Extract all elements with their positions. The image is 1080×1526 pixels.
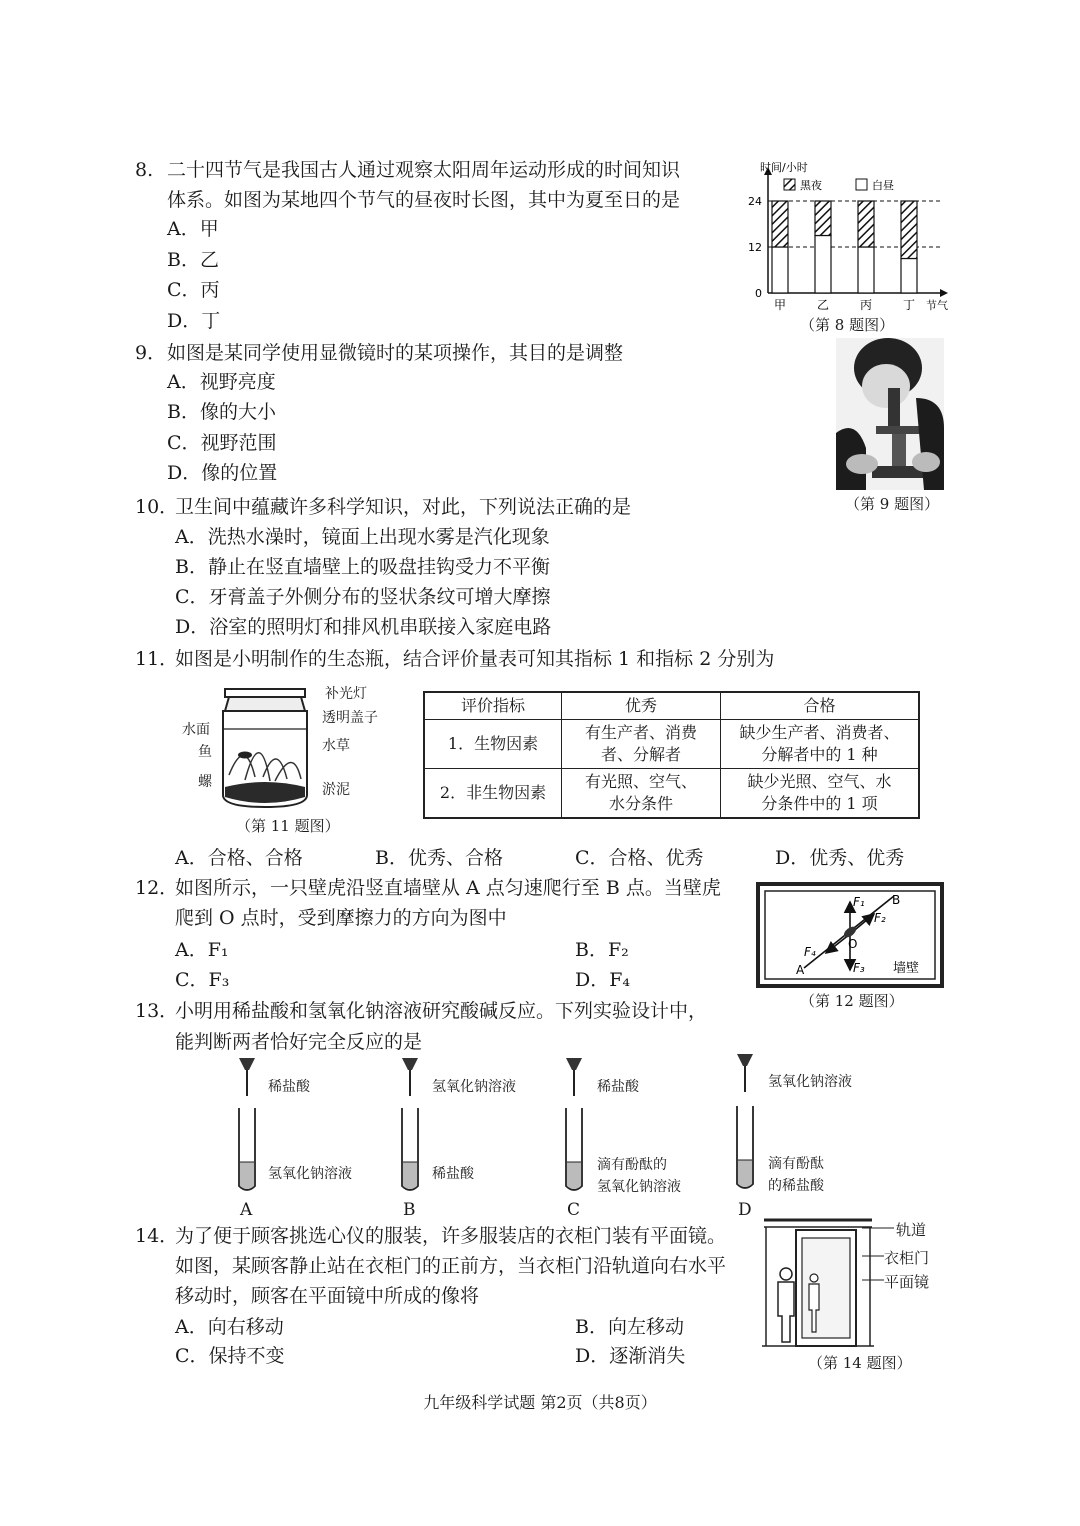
q13-setup-a-letter[interactable]: A xyxy=(240,1200,253,1220)
q13-setup-c-letter[interactable]: C xyxy=(567,1200,581,1220)
q11-label-grass: 水草 xyxy=(322,738,350,754)
q9-option-d[interactable]: D．像的位置 xyxy=(167,462,278,484)
x-tick-label: 丁 xyxy=(902,298,916,312)
q8-number: 8. xyxy=(135,159,154,181)
q10-option-b[interactable]: B．静止在竖直墙壁上的吸盘挂钩受力不平衡 xyxy=(175,556,550,578)
q13-setup-d-tube-label-2: 的稀盐酸 xyxy=(768,1178,824,1194)
q14-number: 14． xyxy=(135,1225,179,1247)
q11-label-lid: 透明盖子 xyxy=(322,710,378,726)
q13-stem-line2: 能判断两者恰好完全反应的是 xyxy=(175,1031,423,1053)
q12-option-d[interactable]: D．F₄ xyxy=(575,969,631,991)
table-row xyxy=(424,720,919,769)
q14-caption: （第 14 题图） xyxy=(808,1354,912,1372)
q14-label-rail: 轨道 xyxy=(896,1221,927,1239)
q9-option-b[interactable]: B．像的大小 xyxy=(167,401,276,423)
q11-label-water: 水面 xyxy=(182,722,210,738)
x-tick-label: 甲 xyxy=(773,298,787,312)
page-footer: 九年级科学试题 第2页（共8页） xyxy=(423,1393,657,1412)
q9-option-a[interactable]: A．视野亮度 xyxy=(167,371,276,393)
table-cell-index: 2．非生物因素 xyxy=(424,769,562,819)
cell-line: 者、分解者 xyxy=(600,745,681,764)
y-axis-label: 时间/小时 xyxy=(760,161,808,174)
label-f2: F₂ xyxy=(874,911,886,925)
q11-option-c[interactable]: C．合格、优秀 xyxy=(575,847,704,869)
q11-option-d[interactable]: D．优秀、优秀 xyxy=(775,847,905,869)
bar-day xyxy=(815,236,831,294)
q11-label-mud: 淤泥 xyxy=(322,782,350,798)
x-axis-arrow xyxy=(940,289,948,297)
cell-line: 水分条件 xyxy=(608,794,673,813)
q12-number: 12． xyxy=(135,877,179,899)
q9-caption: （第 9 题图） xyxy=(845,495,940,513)
table-cell-pass xyxy=(721,769,920,819)
q11-stem-line1: 如图是小明制作的生态瓶，结合评价量表可知其指标 1 和指标 2 分别为 xyxy=(175,648,775,670)
x-tick-label: 丙 xyxy=(859,298,873,312)
q11-label-fish: 鱼 xyxy=(198,744,212,760)
q13-setup-d-letter[interactable]: D xyxy=(738,1200,752,1220)
q12-stem-line1: 如图所示，一只壁虎沿竖直墙壁从 A 点匀速爬行至 B 点。当壁虎 xyxy=(175,877,721,899)
q14-option-d[interactable]: D．逐渐消失 xyxy=(575,1345,686,1367)
cell-line: 有光照、空气、 xyxy=(584,772,697,791)
q14-stem-line3: 移动时，顾客在平面镜中所成的像将 xyxy=(175,1285,480,1307)
q13-setup-b-tube-label: 稀盐酸 xyxy=(432,1166,474,1182)
q13-setup-a-apparatus xyxy=(233,1056,261,1196)
q13-setup-b-dropper-label: 氢氧化钠溶液 xyxy=(432,1079,516,1095)
q11-caption: （第 11 题图） xyxy=(236,817,340,835)
table-header-good: 优秀 xyxy=(562,692,721,720)
q13-setup-c-tube-label-2: 氢氧化钠溶液 xyxy=(597,1179,681,1195)
q9-number: 9． xyxy=(135,342,167,364)
q13-setup-d-dropper-label: 氢氧化钠溶液 xyxy=(768,1074,852,1090)
table-header-row xyxy=(424,692,919,720)
point-o: O xyxy=(848,937,858,951)
point-b: B xyxy=(892,893,901,907)
cell-line: 缺少光照、空气、水 xyxy=(747,772,892,791)
legend-swatch-day xyxy=(856,179,867,190)
y-tick-label: 0 xyxy=(755,287,762,300)
q14-option-a[interactable]: A．向右移动 xyxy=(175,1316,284,1338)
bar-day xyxy=(858,247,874,293)
q11-option-b[interactable]: B．优秀、合格 xyxy=(375,847,503,869)
q8-caption: （第 8 题图） xyxy=(800,316,895,334)
table-cell-good xyxy=(562,720,721,769)
q13-setup-d-tube-label-1: 滴有酚酞 xyxy=(768,1156,824,1172)
q13-setup-a-dropper-label: 稀盐酸 xyxy=(268,1079,310,1095)
point-a: A xyxy=(796,963,805,977)
q14-stem-line1: 为了便于顾客挑选心仪的服装，许多服装店的衣柜门装有平面镜。 xyxy=(175,1225,727,1247)
bar-night xyxy=(772,201,788,247)
y-tick-label: 12 xyxy=(748,241,762,254)
q14-wardrobe-figure xyxy=(762,1214,874,1352)
legend-label-night: 黑夜 xyxy=(800,179,822,192)
q8-stem-line1: 二十四节气是我国古人通过观察太阳周年运动形成的时间知识 xyxy=(167,159,681,181)
label-f4: F₄ xyxy=(804,945,816,959)
q13-setup-b-letter[interactable]: B xyxy=(403,1200,416,1220)
legend-swatch-night xyxy=(784,179,795,190)
label-f3: F₃ xyxy=(853,961,865,975)
q13-setup-d-apparatus xyxy=(731,1052,759,1196)
bar-day xyxy=(901,259,917,294)
cell-line: 分条件中的 1 项 xyxy=(761,794,878,813)
q8-option-a[interactable]: A．甲 xyxy=(167,218,219,240)
legend-label-day: 白昼 xyxy=(872,179,894,192)
q13-setup-c-tube-label-1: 滴有酚酞的 xyxy=(597,1157,667,1173)
q13-number: 13． xyxy=(135,1000,179,1022)
q13-stem-line1: 小明用稀盐酸和氢氧化钠溶液研究酸碱反应。下列实验设计中， xyxy=(175,1000,708,1022)
q14-option-b[interactable]: B．向左移动 xyxy=(575,1316,684,1338)
cell-line: 分解者中的 1 种 xyxy=(761,745,878,764)
table-row xyxy=(424,769,919,819)
q13-setup-c-dropper-label: 稀盐酸 xyxy=(597,1079,639,1095)
bar-night xyxy=(815,201,831,236)
q13-setup-c-apparatus xyxy=(560,1056,588,1196)
q8-option-b[interactable]: B．乙 xyxy=(167,249,219,271)
cell-line: 缺少生产者、消费者、 xyxy=(739,723,900,742)
q11-evaluation-table xyxy=(423,691,920,819)
q14-label-mirror: 平面镜 xyxy=(884,1273,930,1291)
q11-number: 11． xyxy=(135,648,179,670)
q11-option-a[interactable]: A．合格、合格 xyxy=(175,847,303,869)
y-tick-label: 24 xyxy=(748,195,762,208)
q12-option-b[interactable]: B．F₂ xyxy=(575,939,629,961)
q14-option-c[interactable]: C．保持不变 xyxy=(175,1345,285,1367)
q8-chart xyxy=(730,155,960,330)
q12-option-a[interactable]: A．F₁ xyxy=(175,939,229,961)
q12-caption: （第 12 题图） xyxy=(800,992,904,1010)
q13-setup-a-tube-label: 氢氧化钠溶液 xyxy=(268,1166,352,1182)
label-wall: 墙壁 xyxy=(893,961,920,976)
q11-eco-bottle xyxy=(215,685,325,813)
q10-option-d[interactable]: D．浴室的照明灯和排风机串联接入家庭电路 xyxy=(175,616,552,638)
q8-option-d[interactable]: D．丁 xyxy=(167,310,221,332)
q12-stem-line2: 爬到 O 点时，受到摩擦力的方向为图中 xyxy=(175,907,507,929)
q9-microscope-photo xyxy=(836,338,944,490)
label-f1: F₁ xyxy=(853,895,865,909)
q8-option-c[interactable]: C．丙 xyxy=(167,279,220,301)
q10-number: 10． xyxy=(135,496,179,518)
q13-setup-b-apparatus xyxy=(396,1056,424,1196)
q14-leader-lines xyxy=(862,1222,896,1290)
q10-option-a[interactable]: A．洗热水澡时，镜面上出现水雾是汽化现象 xyxy=(175,526,550,548)
cell-line: 有生产者、消费 xyxy=(584,723,697,742)
bar-night xyxy=(858,201,874,247)
bar-night xyxy=(901,201,917,259)
table-header-pass: 合格 xyxy=(721,692,920,720)
q11-label-snail: 螺 xyxy=(198,774,212,790)
table-cell-good xyxy=(562,769,721,819)
x-axis-label: 节气 xyxy=(926,299,948,312)
table-cell-index: 1．生物因素 xyxy=(424,720,562,769)
q9-stem-line1: 如图是某同学使用显微镜时的某项操作，其目的是调整 xyxy=(167,342,624,364)
table-cell-pass xyxy=(721,720,920,769)
bar-day xyxy=(772,247,788,293)
q14-stem-line2: 如图，某顾客静止站在衣柜门的正前方，当衣柜门沿轨道向右水平 xyxy=(175,1255,727,1277)
q10-option-c[interactable]: C．牙膏盖子外侧分布的竖状条纹可增大摩擦 xyxy=(175,586,551,608)
table-header-index: 评价指标 xyxy=(424,692,562,720)
q12-wall-figure xyxy=(756,882,944,988)
q11-label-lamp: 补光灯 xyxy=(325,686,367,702)
q10-stem-line1: 卫生间中蕴藏许多科学知识，对此，下列说法正确的是 xyxy=(175,496,632,518)
q9-option-c[interactable]: C．视野范围 xyxy=(167,432,277,454)
q14-label-door: 衣柜门 xyxy=(884,1249,930,1267)
q8-stem-line2: 体系。如图为某地四个节气的昼夜时长图，其中为夏至日的是 xyxy=(167,189,681,211)
q12-option-c[interactable]: C．F₃ xyxy=(175,969,230,991)
x-tick-label: 乙 xyxy=(816,298,830,312)
